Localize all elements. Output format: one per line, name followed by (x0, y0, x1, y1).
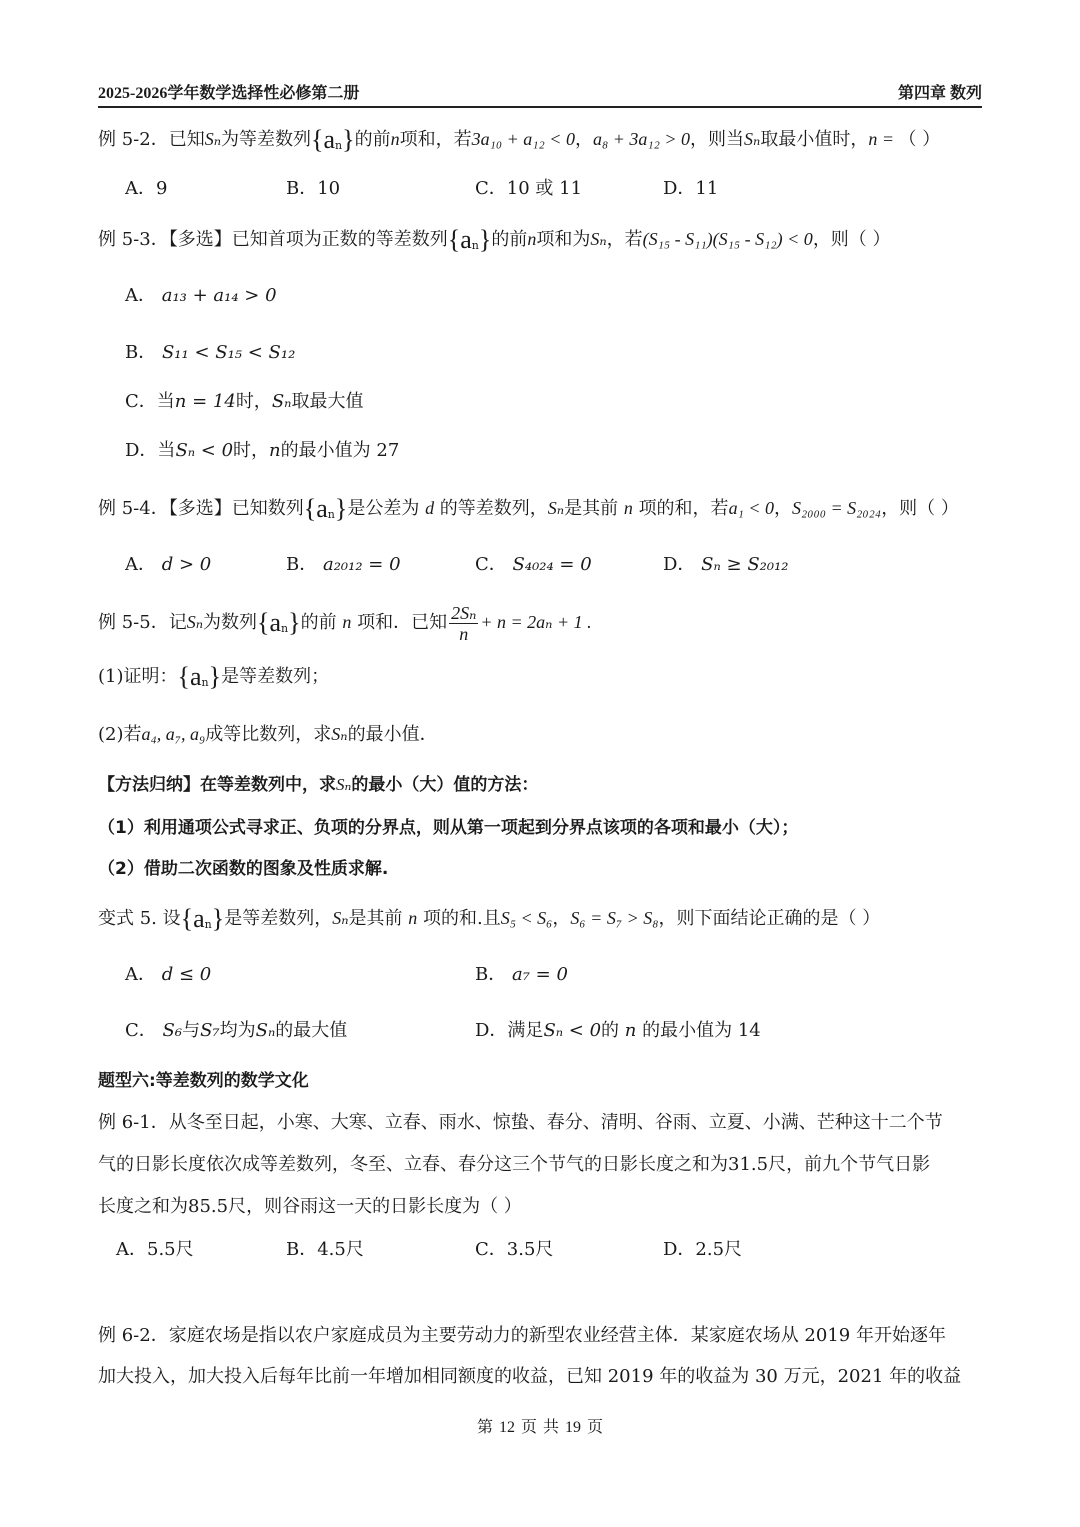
option-d: D．满足Sₙ < 0的 n 的最小值为 14 (475, 1020, 761, 1041)
math-inequality: (S₁₅ - S₁₁)(S₁₅ - S₁₂) < 0 (642, 229, 813, 249)
method-item-1: （1）利用通项公式寻求正、负项的分界点，则从第一项起到分界点该项的各项和最小（大）； (98, 818, 799, 838)
option-c: C．3.5尺 (475, 1239, 554, 1260)
example-6-1-line-2: 气的日影长度依次成等差数列，冬至、立春、春分这三个节气的日影长度之和为31.5尺，前九个节气日影 (98, 1154, 931, 1175)
example-5-4-stem: 例 5-4．【多选】已知数列$\{a_n\}$是公差为 d 的等差数列，Sₙ是其前 n 项的和，若a₁ < 0，S₂₀₀₀ = S₂₀₂₄，则（ ） (98, 494, 959, 523)
example-label: 例 5-2． (98, 129, 169, 150)
option-c: C．10 或 11 (475, 178, 583, 199)
option-a: A． d > 0 (125, 554, 212, 575)
page-footer: 第 12 页 共 19 页 (476, 1419, 604, 1436)
method-summary-title: 【方法归纳】在等差数列中，求Sₙ的最小（大）值的方法： (98, 775, 539, 795)
option-a: A．5.5尺 (116, 1239, 194, 1260)
example-5-5-stem: 例 5-5．记Sₙ为数列$\{a_n\}$的前 n 项和．已知 $\frac{\text{2Sₙ}}{n}$ + n = 2aₙ + 1 . (98, 602, 592, 644)
option-a: A． a₁₃ + a₁₄ > 0 (125, 285, 277, 306)
total-pages: 19 (565, 1419, 582, 1436)
example-6-1-line-3: 长度之和为85.5尺，则谷雨这一天的日影长度为（ ） (98, 1196, 522, 1217)
example-5-3-stem: 例 5-3．【多选】已知首项为正数的等差数列$\{a_n\}$的前n项和为Sₙ，若(S₁₅ - S₁₁)(S₁₅ - S₁₂) < 0，则（ ） (98, 225, 891, 254)
option-a: A．9 (125, 178, 168, 199)
header-chapter-title: 第四章 数列 (897, 85, 982, 102)
math-condition: 3a₁₀ + a₁₂ < 0 (471, 129, 575, 149)
option-c: C．当n = 14时，Sₙ取最大值 (125, 391, 364, 412)
section-6-title: 题型六:等差数列的数学文化 (98, 1071, 309, 1091)
header-course-title: 2025-2026学年数学选择性必修第二册 (98, 85, 360, 102)
example-5-5-part-1: (1)证明：$\{a_n\}$是等差数列； (98, 662, 330, 691)
option-b: B．4.5尺 (286, 1239, 364, 1260)
option-b: B． a₇ = 0 (475, 964, 568, 985)
example-5-2-stem: 例 5-2．已知Sₙ为等差数列$\{a_n\}$的前n项和，若3a₁₀ + a₁₂ < 0，a₈ + 3a₁₂ > 0，则当Sₙ取最小值时，n = （ ） (98, 125, 941, 154)
example-5-5-part-2: (2)若a₄, a₇, a₉成等比数列，求Sₙ的最小值． (98, 724, 438, 745)
option-b: B． S₁₁ < S₁₅ < S₁₂ (125, 342, 296, 363)
option-d: D．2.5尺 (663, 1239, 743, 1260)
method-item-2: （2）借助二次函数的图象及性质求解. (98, 859, 389, 879)
multi-select-tag: 【多选】 (168, 498, 232, 519)
multi-select-tag: 【多选】 (168, 229, 232, 250)
option-a: A． d ≤ 0 (125, 964, 212, 985)
option-c: C． S₆与S₇均为Sₙ的最大值 (125, 1020, 348, 1041)
page-number: 12 (498, 1419, 515, 1436)
variant-5-stem: 变式 5. 设$\{a_n\}$是等差数列，Sₙ是其前 n 项的和.且S₅ < S₆，S₆ = S₇ > S₈，则下面结论正确的是（ ） (98, 904, 881, 933)
example-6-1-line-1: 例 6-1．从冬至日起，小寒、大寒、立春、雨水、惊蛰、春分、清明、谷雨、立夏、小满、芒种这十二个节 (98, 1112, 943, 1133)
example-6-2-line-2: 加大投入，加大投入后每年比前一年增加相同额度的收益，已知 2019 年的收益为 30 万元，2021 年的收益 (98, 1366, 962, 1387)
option-d: D． Sₙ ≥ S₂₀₁₂ (663, 554, 789, 575)
math-Sn: Sₙ (204, 129, 222, 149)
option-c: C． S₄₀₂₄ = 0 (475, 554, 592, 575)
fraction: $\frac{\text{2Sₙ}}{n}$ (451, 602, 477, 644)
option-b: B． a₂₀₁₂ = 0 (286, 554, 401, 575)
math-condition: a₈ + 3a₁₂ > 0 (592, 129, 691, 149)
option-d: D．当Sₙ < 0时，n的最小值为 27 (125, 440, 400, 461)
example-6-2-line-1: 例 6-2．家庭农场是指以农户家庭成员为主要劳动力的新型农业经营主体．某家庭农场从 2019 年开始逐年 (98, 1325, 946, 1346)
option-b: B．10 (286, 178, 341, 199)
page-header (98, 78, 982, 108)
option-d: D．11 (663, 178, 719, 199)
